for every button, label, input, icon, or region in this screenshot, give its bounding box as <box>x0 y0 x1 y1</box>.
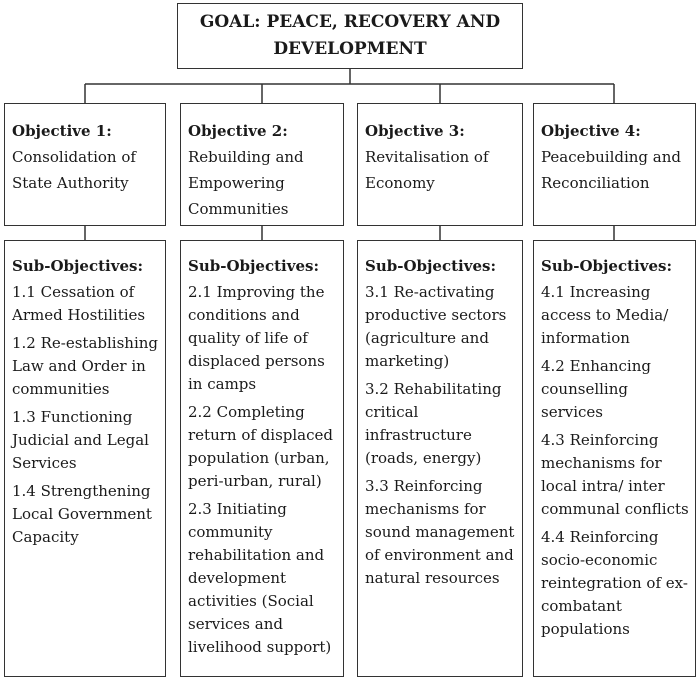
objective-1-box <box>4 103 166 226</box>
objective-2-name: Rebuilding and Empowering Communities <box>188 148 304 218</box>
sub-objective-2-3: 2.3 Initiating community rehabilitation and development activities (Social services and livelihood support) <box>188 500 332 656</box>
sub-objective-3-3: 3.3 Reinforcing mechanisms for sound management of environment and natural resources <box>365 477 515 587</box>
objective-1-heading: Objective 1: <box>12 122 112 140</box>
sub-objectives-2-box <box>180 240 344 677</box>
sub-objective-4-3: 4.3 Reinforcing mechanisms for local intra/ inter communal conflicts <box>541 431 689 518</box>
objective-2-heading: Objective 2: <box>188 122 288 140</box>
sub-objective-1-3: 1.3 Functioning Judicial and Legal Services <box>12 408 149 472</box>
objective-3-name: Revitalisation of Economy <box>365 148 489 192</box>
objective-3-box <box>357 103 523 226</box>
sub-objectives-1-box <box>4 240 166 677</box>
objective-4-box <box>533 103 696 226</box>
sub-objective-3-2: 3.2 Rehabilitating critical infrastructure (roads, energy) <box>365 380 502 467</box>
sub-objectives-4-heading: Sub-Objectives: <box>541 257 672 275</box>
goal-box <box>177 3 523 69</box>
objective-1-name: Consolidation of State Authority <box>12 148 136 192</box>
sub-objective-1-1: 1.1 Cessation of Armed Hostilities <box>12 283 146 324</box>
sub-objectives-2-heading: Sub-Objectives: <box>188 257 319 275</box>
goal-title: GOAL: PEACE, RECOVERY AND DEVELOPMENT <box>199 12 501 59</box>
sub-objective-4-4: 4.4 Reinforcing socio-economic reintegration of ex-combatant populations <box>541 528 688 638</box>
sub-objective-3-1: 3.1 Re-activating productive sectors (agriculture and marketing) <box>365 283 507 370</box>
objective-3-heading: Objective 3: <box>365 122 465 140</box>
objective-4-heading: Objective 4: <box>541 122 641 140</box>
sub-objective-4-2: 4.2 Enhancing counselling services <box>541 357 651 421</box>
sub-objectives-1-heading: Sub-Objectives: <box>12 257 143 275</box>
sub-objective-4-1: 4.1 Increasing access to Media/ information <box>541 283 669 347</box>
sub-objective-2-2: 2.2 Completing return of displaced population (urban, peri-urban, rural) <box>188 403 334 490</box>
sub-objective-1-4: 1.4 Strengthening Local Government Capacity <box>12 482 152 546</box>
sub-objectives-4-box <box>533 240 696 677</box>
sub-objective-2-1: 2.1 Improving the conditions and quality of life of displaced persons in camps <box>188 283 325 393</box>
sub-objective-1-2: 1.2 Re-establishing Law and Order in communities <box>12 334 159 398</box>
objective-2-box <box>180 103 344 226</box>
sub-objectives-3-box <box>357 240 523 677</box>
sub-objectives-3-heading: Sub-Objectives: <box>365 257 496 275</box>
objective-4-name: Peacebuilding and Reconciliation <box>541 148 682 192</box>
